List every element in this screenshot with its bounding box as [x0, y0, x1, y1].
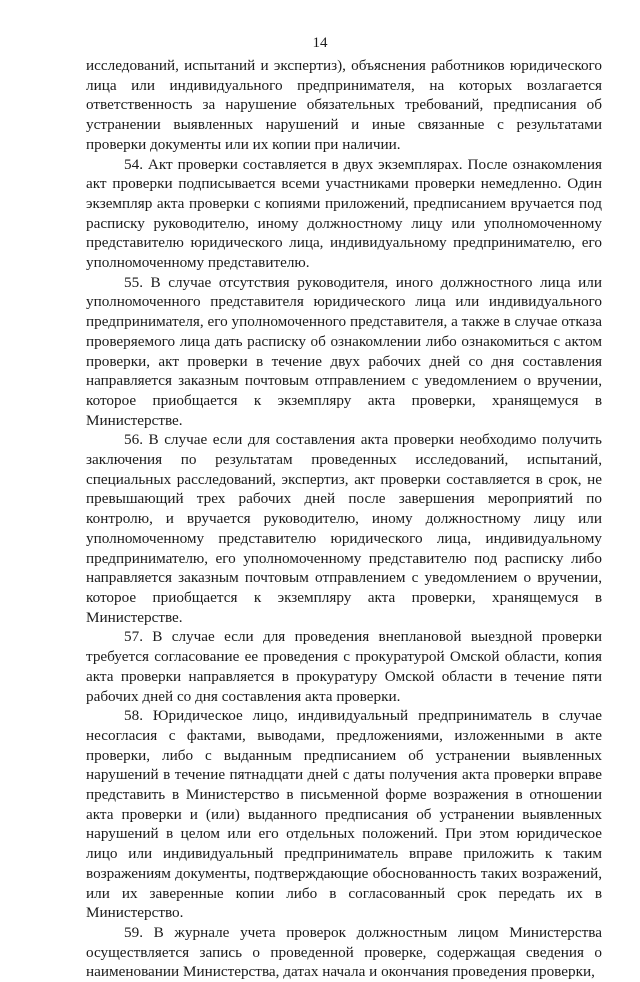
paragraph-57: 57. В случае если для проведения внеплановой выездной проверки требуется согласование ее проведения с прокуратурой Омской области, копия акта проверки направляется в прокуратуру Омской области в течение пяти рабочих дней со дня составления акта проверки.: [86, 628, 602, 705]
paragraph-59: 59. В журнале учета проверок должностным лицом Министерства осуществляется запись о проведенной проверке, содержащая сведения о наименовании Министерства, датах начала и окончания проведения проверки,: [86, 923, 602, 981]
paragraph-58: 58. Юридическое лицо, индивидуальный предприниматель в случае несогласия с фактами, выводами, предложениями, изложенными в акте проверки, либо с выданным предписанием об устранении выявленных нарушений в течение пятнадцати дней с даты получения акта проверки вправе представить в Министерство в письменной форме возражения в отношении акта проверки и (или) выданного предписания об устранении выявленных нарушений в целом или его отдельных положений. При этом юридическое лицо или индивидуальный предприниматель вправе приложить к таким возражениям документы, подтверждающие обоснованность таких возражений, или их заверенные копии либо в согласованный срок передать их в Министерство.: [86, 707, 602, 922]
document-body: [86, 56, 602, 982]
paragraph-56: 56. В случае если для составления акта проверки необходимо получить заключения по результатам проведенных исследований, испытаний, специальных расследований, экспертиз, акт проверки составляется в срок, не превышающий трех рабочих дней после завершения мероприятий по контролю, и вручается руководителю, иному должностному лицу или уполномоченному представителю юридического лица, индивидуальному предпринимателю, его уполномоченному представителю под расписку либо направляется заказным почтовым отправлением с уведомлением о вручении, которое приобщается к экземпляру акта проверки, хранящемуся в Министерстве.: [86, 431, 602, 626]
paragraph-54: 54. Акт проверки составляется в двух экземплярах. После ознакомления акт проверки подписывается всеми участниками проверки немедленно. Один экземпляр акта проверки с копиями приложений, предписанием вручается под расписку руководителю, иному должностному лицу или уполномоченному представителю юридического лица, индивидуальному предпринимателю, его уполномоченному представителю.: [86, 155, 602, 272]
paragraph-55: 55. В случае отсутствия руководителя, иного должностного лица или уполномоченного представителя юридического лица или индивидуального предпринимателя, его уполномоченного представителя, а также в случае отказа проверяемого лица дать расписку об ознакомлении либо ознакомиться с актом проверки, акт проверки в течение двух рабочих дней со дня составления направляется заказным почтовым отправлением с уведомлением о вручении, которое приобщается к экземпляру акта проверки, хранящемуся в Министерстве.: [86, 273, 602, 429]
paragraph-continuation: исследований, испытаний и экспертиз), объяснения работников юридического лица или индивидуального предпринимателя, на которых возлагается ответственность за нарушение обязательных требований, предписания об устранении выявленных нарушений и иные связанные с результатами проверки документы или их копии при наличии.: [86, 57, 602, 153]
page-number: 14: [312, 35, 328, 51]
